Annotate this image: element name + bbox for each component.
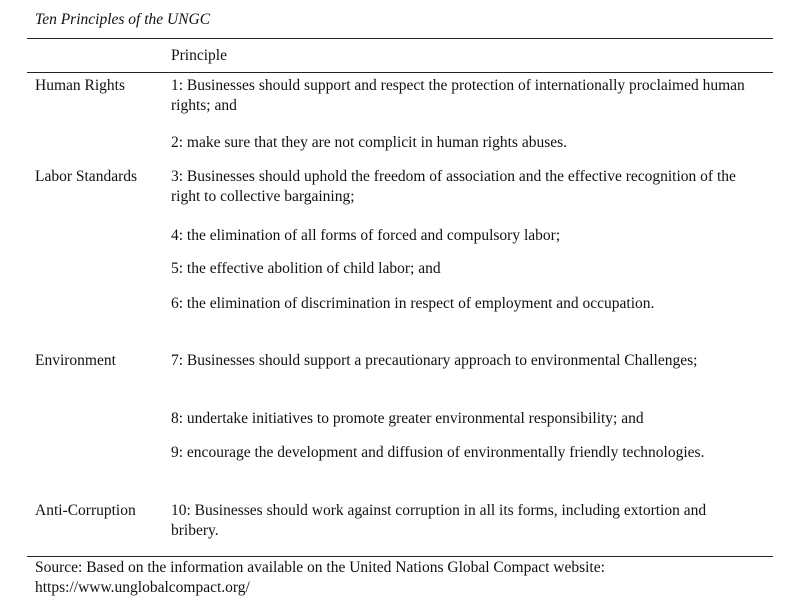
principle-3: 3: Businesses should uphold the freedom of association and the effective recognition of the right to collective bargaining; [171,168,736,205]
category-labor-standards: Labor Standards [35,168,138,185]
source-note: Source: Based on the information available on the United Nations Global Compact website: https://www.unglobalcompact.org/ [35,559,605,596]
principle-4: 4: the elimination of all forms of forced and compulsory labor; [171,227,561,244]
category-environment: Environment [35,352,116,369]
principle-2: 2: make sure that they are not complicit in human rights abuses. [171,134,568,151]
top-rule [27,38,773,39]
principle-7: 7: Businesses should support a precautionary approach to environmental Challenges; [171,352,698,369]
bottom-rule [27,556,773,557]
header-rule [27,72,773,73]
principle-5: 5: the effective abolition of child labor; and [171,260,441,277]
principle-10: 10: Businesses should work against corruption in all its forms, including extortion and bribery. [171,502,707,539]
principle-6: 6: the elimination of discrimination in respect of employment and occupation. [171,295,655,312]
principle-column-header: Principle [171,47,227,64]
table-caption: Ten Principles of the UNGC [35,11,211,28]
principle-8: 8: undertake initiatives to promote greater environmental responsibility; and [171,410,644,427]
principle-9: 9: encourage the development and diffusion of environmentally friendly technologies. [171,444,705,461]
category-anti-corruption: Anti-Corruption [35,502,136,519]
principle-1: 1: Businesses should support and respect the protection of internationally proclaimed human rights; and [171,77,745,114]
category-human-rights: Human Rights [35,77,125,94]
